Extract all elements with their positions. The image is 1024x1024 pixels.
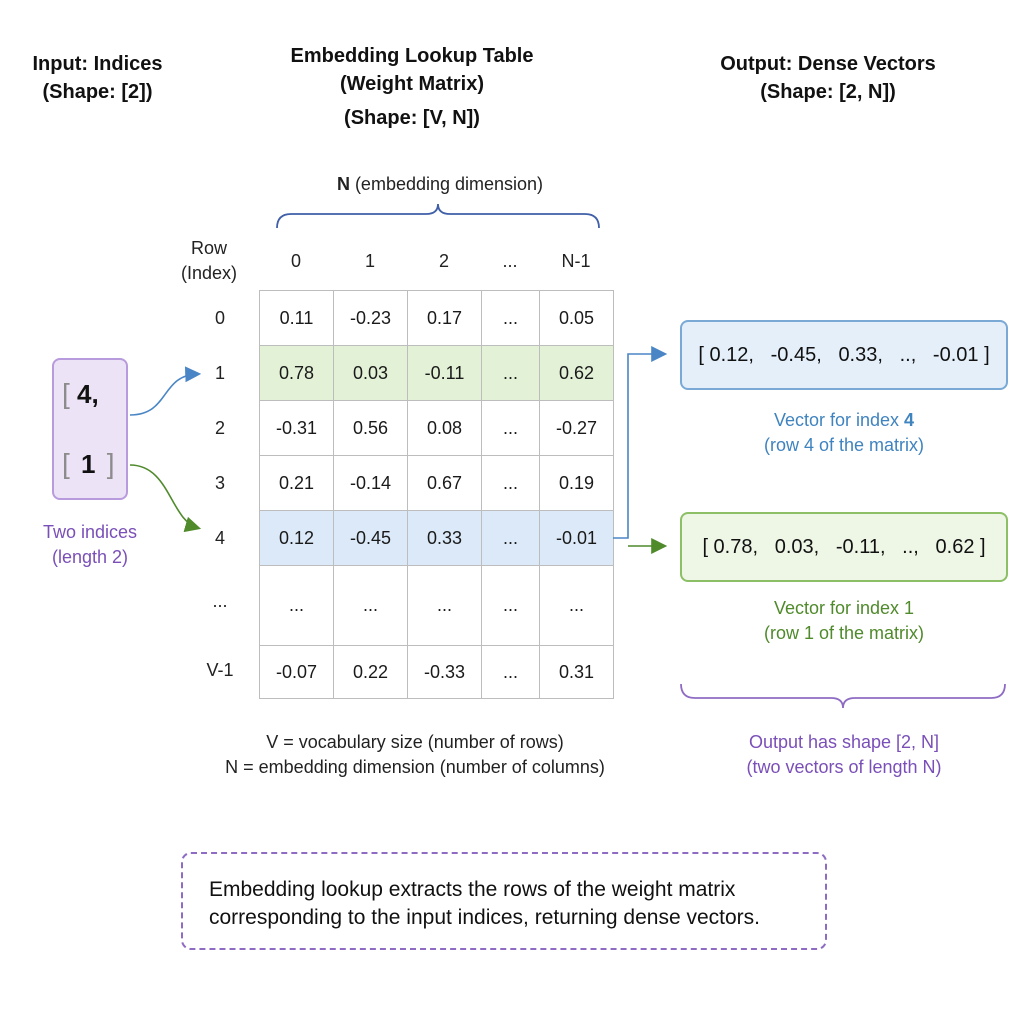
legend-line1: V = vocabulary size (number of rows) [266,732,564,752]
matrix-cell: ... [334,566,408,646]
output-caption-line1: Output has shape [2, N] [748,732,940,752]
row-label-4: 4 [214,528,225,548]
index-b [62,448,115,480]
table-title-line3: (Shape: [V, N]) [344,107,480,129]
weight-matrix [259,290,614,699]
vector-index-1-caption-line1: Vector for index 1 [773,598,915,618]
row-label-3: 3 [214,473,225,493]
index-b-value: 1 [81,449,96,479]
matrix-row-4 [260,511,614,566]
output-title-line2: (Shape: [2, N]) [760,81,896,103]
matrix-cell: -0.31 [260,401,334,456]
dimension-symbol: N [336,174,350,194]
open-bracket-icon: [ [62,378,70,409]
column-header-4: N-1 [561,251,591,271]
matrix-cell: -0.23 [334,291,408,346]
vector-index-1-box [680,512,1008,582]
matrix-cell: 0.03 [334,346,408,401]
matrix-cell: ... [482,346,540,401]
matrix-cell: 0.17 [408,291,482,346]
matrix-cell: -0.11 [408,346,482,401]
vector-index-1-values: [ 0.78, 0.03, -0.11, .., 0.62 ] [702,535,986,558]
legend [180,730,650,780]
open-bracket-icon: [ [62,448,70,479]
matrix-row-0 [260,291,614,346]
summary-note [181,852,827,950]
matrix-cell: 0.12 [260,511,334,566]
row-label-1: 1 [214,363,225,383]
matrix-cell: -0.01 [540,511,614,566]
output-caption [680,730,1008,780]
matrix-row-1 [260,346,614,401]
row-header-line2: (Index) [180,263,238,283]
input-title-line2: (Shape: [2]) [42,81,153,103]
column-header-0: 0 [290,251,301,271]
column-header-1: 1 [364,251,375,271]
row-header-line1: Row [190,238,227,258]
matrix-row-3 [260,456,614,511]
vector-index-4-caption-prefix: Vector for index [773,410,905,430]
row-label-0: 0 [214,308,225,328]
summary-note-line1: Embedding lookup extracts the rows of the weight matrix [209,878,736,901]
indices-box [52,358,128,500]
matrix-cell: 0.78 [260,346,334,401]
vector-index-4-box [680,320,1008,390]
row-label-5: ... [212,591,228,611]
matrix-cell: 0.21 [260,456,334,511]
matrix-cell: 0.08 [408,401,482,456]
vector-index-4-caption-line2: (row 4 of the matrix) [763,435,925,455]
legend-line2: N = embedding dimension (number of columns) [225,757,605,777]
matrix-cell: -0.07 [260,646,334,699]
matrix-cell: ... [482,646,540,699]
matrix-cell: -0.33 [408,646,482,699]
summary-note-line2: corresponding to the input indices, returning dense vectors. [209,906,760,929]
matrix-row-2 [260,401,614,456]
matrix-cell: 0.62 [540,346,614,401]
output-caption-line2: (two vectors of length N) [746,757,942,777]
matrix-cell: ... [540,566,614,646]
input-title-line1: Input: Indices [32,53,163,75]
matrix-cell: 0.56 [334,401,408,456]
matrix-row-5 [260,566,614,646]
vector-index-4-caption-line1 [680,408,1008,433]
close-bracket-icon: ] [106,448,115,479]
matrix-cell: ... [482,291,540,346]
vector-index-1-caption [680,596,1008,646]
table-title-line2: (Weight Matrix) [339,73,485,95]
matrix-cell: -0.27 [540,401,614,456]
matrix-cell: ... [482,456,540,511]
row-label-2: 2 [214,418,225,438]
matrix-cell: -0.45 [334,511,408,566]
matrix-cell: 0.33 [408,511,482,566]
matrix-cell: -0.14 [334,456,408,511]
matrix-cell: 0.31 [540,646,614,699]
matrix-cell: 0.05 [540,291,614,346]
matrix-cell: ... [482,566,540,646]
matrix-row-6 [260,646,614,699]
index-a-value: 4, [77,379,99,409]
vector-index-1-caption-line2: (row 1 of the matrix) [763,623,925,643]
matrix-cell: 0.67 [408,456,482,511]
table-title-line1: Embedding Lookup Table [290,45,534,67]
matrix-cell: ... [482,401,540,456]
vector-index-4-caption-index: 4 [904,410,915,430]
output-title-line1: Output: Dense Vectors [720,53,936,75]
matrix-cell: ... [260,566,334,646]
matrix-cell: ... [408,566,482,646]
vector-index-4-caption [680,408,1008,458]
index-a [62,378,99,410]
indices-caption-line2: (length 2) [51,547,129,567]
indices-caption [20,520,160,570]
indices-caption-line1: Two indices [42,522,138,542]
vector-index-4-values: [ 0.12, -0.45, 0.33, .., -0.01 ] [698,343,990,366]
dimension-text: (embedding dimension) [349,174,544,194]
matrix-cell: 0.22 [334,646,408,699]
matrix-cell: ... [482,511,540,566]
row-header [170,236,248,286]
matrix-cell: 0.11 [260,291,334,346]
matrix-cell: 0.19 [540,456,614,511]
column-header-2: 2 [438,251,449,271]
row-label-6: V-1 [206,660,234,680]
column-header-3: ... [502,251,518,271]
